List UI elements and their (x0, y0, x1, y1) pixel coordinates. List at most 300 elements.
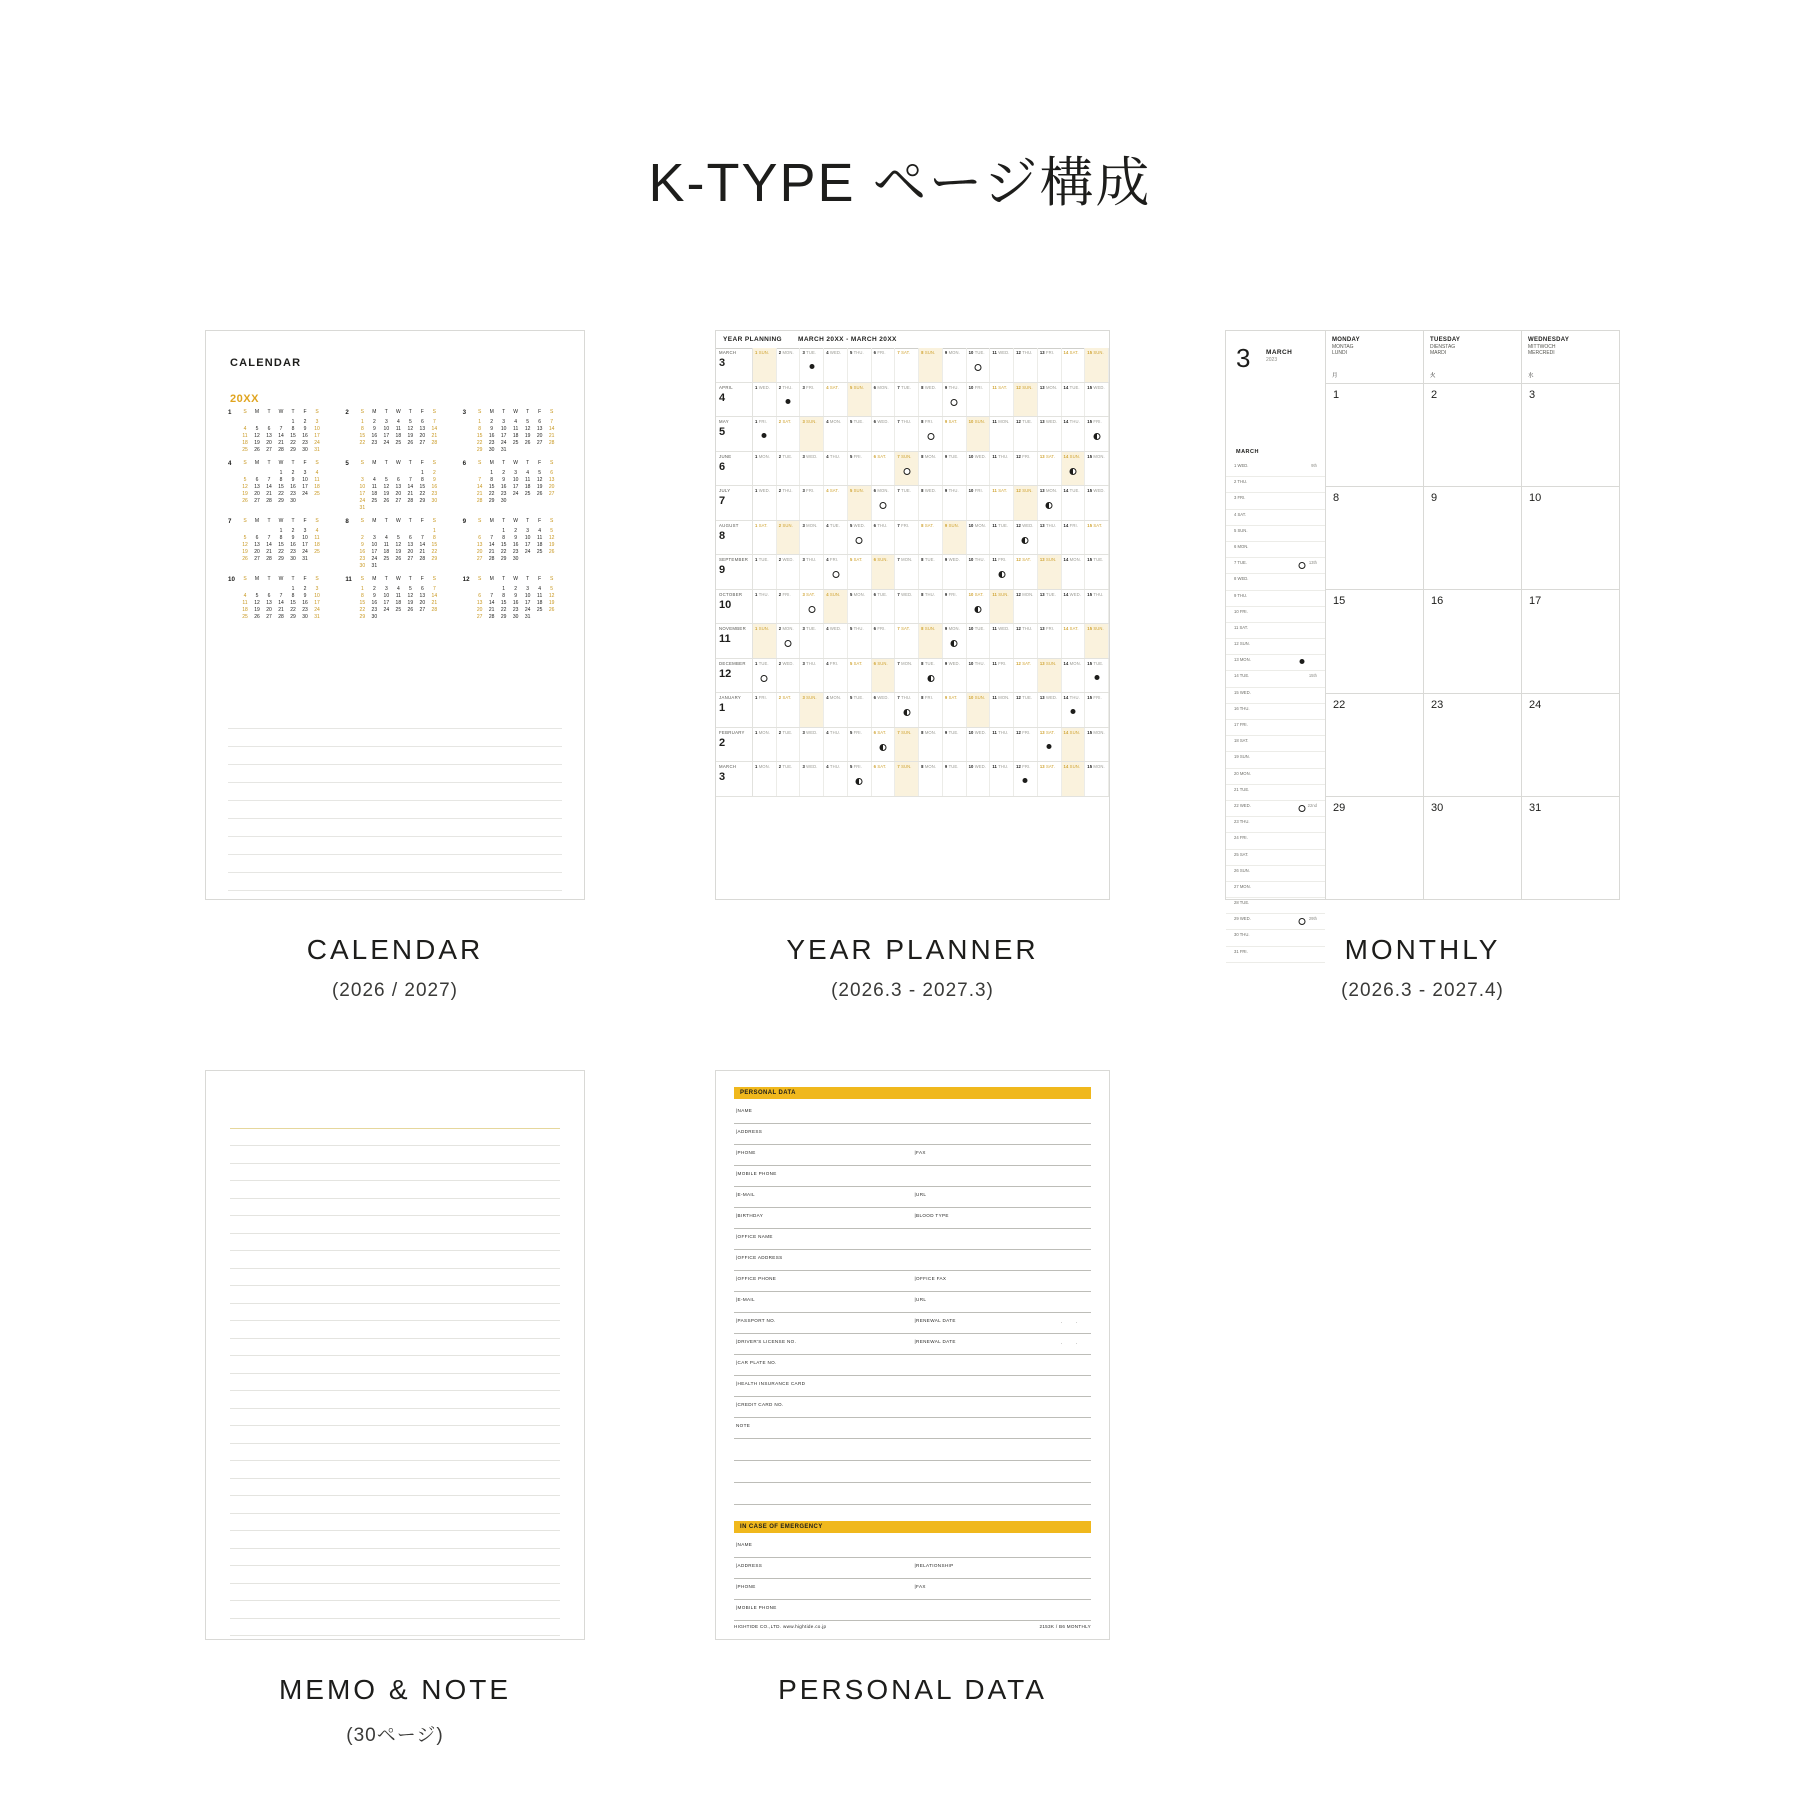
year-planner-day-cell[interactable]: 5 FRI. (848, 452, 872, 486)
personal-data-field[interactable] (734, 1124, 1091, 1145)
year-planner-day-cell[interactable]: 6 FRI. (872, 624, 896, 658)
year-planner-day-cell[interactable]: 3 THU. (800, 555, 824, 589)
year-planner-day-cell[interactable]: 9 FRI. (943, 590, 967, 624)
year-planner-day-cell[interactable]: 9 TUE. (943, 728, 967, 762)
monthly-side-day-row[interactable] (1226, 688, 1325, 704)
year-planner-day-cell[interactable]: 8 TUE. (919, 555, 943, 589)
memo-line[interactable] (230, 1199, 560, 1217)
year-planner-day-cell[interactable]: 4 THU. (824, 452, 848, 486)
monthly-side-day-row[interactable] (1226, 639, 1325, 655)
monthly-side-day-row[interactable] (1226, 704, 1325, 720)
monthly-side-day-row[interactable] (1226, 752, 1325, 768)
memo-line[interactable] (230, 1251, 560, 1269)
monthly-side-day-row[interactable] (1226, 493, 1325, 509)
monthly-side-day-row[interactable] (1226, 591, 1325, 607)
year-planner-day-cell[interactable]: 14 SUN. (1062, 762, 1086, 796)
year-planner-day-cell[interactable]: 13 THU. (1038, 521, 1062, 555)
memo-line[interactable] (230, 1479, 560, 1497)
monthly-side-day-row[interactable] (1226, 947, 1325, 963)
year-planner-day-cell[interactable]: 6 WED. (872, 693, 896, 727)
year-planner-day-cell[interactable]: 3 SAT. (800, 590, 824, 624)
year-planner-day-cell[interactable]: 6 TUE. (872, 590, 896, 624)
year-planner-day-cell[interactable]: 5 FRI. (848, 728, 872, 762)
year-planner-day-cell[interactable]: 2 THU. (777, 383, 801, 417)
year-planner-day-cell[interactable]: 15 TUE. (1085, 659, 1109, 693)
year-planner-day-cell[interactable]: 10 MON. (967, 521, 991, 555)
year-planner-day-cell[interactable]: 5 SAT. (848, 659, 872, 693)
personal-data-field[interactable] (913, 1187, 1092, 1208)
memo-line[interactable] (230, 1304, 560, 1322)
personal-data-field[interactable] (913, 1558, 1092, 1579)
year-planner-day-cell[interactable]: 15 SAT. (1085, 521, 1109, 555)
monthly-side-day-row[interactable] (1226, 477, 1325, 493)
calendar-sheet[interactable] (205, 330, 585, 900)
personal-data-field[interactable] (734, 1376, 1091, 1397)
monthly-day-cell[interactable]: 30 (1424, 797, 1522, 899)
year-planner-day-cell[interactable]: 10 SUN. (967, 417, 991, 451)
year-planner-day-cell[interactable]: 4 THU. (824, 762, 848, 796)
monthly-day-cell[interactable]: 1 (1326, 384, 1424, 486)
year-planner-day-cell[interactable]: 4 SUN. (824, 590, 848, 624)
memo-line[interactable] (230, 1514, 560, 1532)
monthly-side-day-row[interactable] (1226, 655, 1325, 671)
year-planner-day-cell[interactable]: 5 MON. (848, 590, 872, 624)
year-planner-day-cell[interactable]: 12 THU. (1014, 348, 1038, 382)
year-planner-day-cell[interactable]: 13 WED. (1038, 417, 1062, 451)
year-planner-day-cell[interactable]: 10 SUN. (967, 693, 991, 727)
personal-data-field[interactable] (734, 1166, 1091, 1187)
memo-line[interactable] (230, 1286, 560, 1304)
year-planner-day-cell[interactable]: 2 MON. (777, 348, 801, 382)
memo-line[interactable] (230, 1164, 560, 1182)
year-planner-day-cell[interactable]: 12 MON. (1014, 590, 1038, 624)
year-planner-day-cell[interactable]: 12 FRI. (1014, 452, 1038, 486)
personal-data-field[interactable] (734, 1229, 1091, 1250)
year-planner-day-cell[interactable]: 5 FRI. (848, 762, 872, 796)
year-planner-day-cell[interactable]: 7 THU. (895, 417, 919, 451)
year-planner-day-cell[interactable]: 11 THU. (990, 452, 1014, 486)
monthly-side-day-row[interactable] (1226, 898, 1325, 914)
memo-line[interactable] (230, 1269, 560, 1287)
year-planner-day-cell[interactable]: 6 SAT. (872, 728, 896, 762)
memo-line[interactable] (230, 1584, 560, 1602)
year-planner-day-cell[interactable]: 1 SAT. (753, 521, 777, 555)
year-planner-day-cell[interactable]: 10 FRI. (967, 486, 991, 520)
year-planner-day-cell[interactable]: 6 SUN. (872, 659, 896, 693)
memo-line[interactable] (230, 1444, 560, 1462)
year-planner-day-cell[interactable]: 13 TUE. (1038, 590, 1062, 624)
year-planner-day-cell[interactable]: 10 TUE. (967, 624, 991, 658)
year-planner-day-cell[interactable]: 3 WED. (800, 728, 824, 762)
year-planner-day-cell[interactable]: 4 WED. (824, 624, 848, 658)
year-planner-day-cell[interactable]: 11 SAT. (990, 486, 1014, 520)
year-planner-day-cell[interactable]: 5 SUN. (848, 486, 872, 520)
year-planner-day-cell[interactable]: 14 TUE. (1062, 486, 1086, 520)
memo-line[interactable] (230, 1374, 560, 1392)
memo-line[interactable] (230, 1426, 560, 1444)
year-planner-day-cell[interactable]: 5 SUN. (848, 383, 872, 417)
monthly-side-day-row[interactable] (1226, 510, 1325, 526)
monthly-day-cell[interactable]: 16 (1424, 590, 1522, 692)
monthly-side-day-row[interactable] (1226, 607, 1325, 623)
year-planner-day-cell[interactable]: 4 WED. (824, 348, 848, 382)
year-planner-day-cell[interactable]: 13 SAT. (1038, 452, 1062, 486)
personal-data-note-line[interactable] (734, 1439, 1091, 1461)
year-planner-day-cell[interactable]: 12 FRI. (1014, 762, 1038, 796)
year-planner-day-cell[interactable]: 12 TUE. (1014, 693, 1038, 727)
year-planner-day-cell[interactable]: 3 THU. (800, 659, 824, 693)
memo-sheet[interactable] (205, 1070, 585, 1640)
year-planner-day-cell[interactable]: 3 FRI. (800, 383, 824, 417)
year-planner-day-cell[interactable]: 13 MON. (1038, 383, 1062, 417)
year-planner-day-cell[interactable]: 5 TUE. (848, 693, 872, 727)
year-planner-day-cell[interactable]: 3 SUN. (800, 417, 824, 451)
year-planner-day-cell[interactable]: 10 WED. (967, 452, 991, 486)
personal-data-field[interactable] (734, 1187, 913, 1208)
monthly-day-cell[interactable]: 22 (1326, 694, 1424, 796)
year-planner-day-cell[interactable]: 9 MON. (943, 348, 967, 382)
memo-line[interactable] (230, 1461, 560, 1479)
year-planner-day-cell[interactable]: 4 SAT. (824, 486, 848, 520)
monthly-side-day-row[interactable] (1226, 623, 1325, 639)
monthly-side-day-row[interactable] (1226, 866, 1325, 882)
year-planner-day-cell[interactable]: 1 TUE. (753, 659, 777, 693)
memo-line[interactable] (230, 1496, 560, 1514)
year-planner-day-cell[interactable]: 7 THU. (895, 693, 919, 727)
year-planner-day-cell[interactable]: 11 SUN. (990, 590, 1014, 624)
monthly-day-cell[interactable]: 3 (1529, 389, 1536, 401)
year-planner-day-cell[interactable]: 13 MON. (1038, 486, 1062, 520)
year-planner-day-cell[interactable]: 10 SAT. (967, 590, 991, 624)
personal-data-field[interactable] (913, 1145, 1092, 1166)
year-planner-day-cell[interactable]: 12 SAT. (1014, 555, 1038, 589)
year-planner-day-cell[interactable]: 15 THU. (1085, 590, 1109, 624)
year-planner-day-cell[interactable]: 11 MON. (990, 417, 1014, 451)
year-planner-day-cell[interactable]: 15 MON. (1085, 728, 1109, 762)
year-planner-day-cell[interactable]: 15 WED. (1085, 486, 1109, 520)
monthly-side-day-row[interactable] (1226, 720, 1325, 736)
personal-data-field[interactable] (734, 1271, 913, 1292)
year-planner-day-cell[interactable]: 11 MON. (990, 693, 1014, 727)
memo-line[interactable] (230, 1601, 560, 1619)
personal-data-field[interactable] (913, 1292, 1092, 1313)
year-planner-day-cell[interactable]: 3 WED. (800, 762, 824, 796)
monthly-day-cell[interactable]: 17 (1529, 595, 1542, 608)
monthly-side-day-row[interactable] (1226, 930, 1325, 946)
year-planner-day-cell[interactable]: 7 TUE. (895, 486, 919, 520)
year-planner-day-cell[interactable]: 2 TUE. (777, 728, 801, 762)
year-planner-day-cell[interactable]: 15 FRI. (1085, 693, 1109, 727)
year-planner-day-cell[interactable]: 11 FRI. (990, 555, 1014, 589)
monthly-side-day-row[interactable] (1226, 769, 1325, 785)
personal-data-field[interactable] (734, 1600, 1091, 1621)
year-planner-day-cell[interactable]: 14 THU. (1062, 693, 1086, 727)
year-planner-day-cell[interactable]: 7 SAT. (895, 624, 919, 658)
year-planner-day-cell[interactable]: 14 SUN. (1062, 728, 1086, 762)
year-planner-day-cell[interactable]: 6 MON. (872, 486, 896, 520)
year-planner-day-cell[interactable]: 3 FRI. (800, 486, 824, 520)
year-planner-day-cell[interactable]: 7 MON. (895, 659, 919, 693)
memo-line[interactable] (230, 1129, 560, 1147)
year-planner-day-cell[interactable]: 3 SUN. (800, 693, 824, 727)
year-planner-day-cell[interactable]: 10 WED. (967, 762, 991, 796)
monthly-side-day-row[interactable] (1226, 817, 1325, 833)
personal-data-field[interactable] (734, 1537, 1091, 1558)
personal-data-field[interactable] (734, 1103, 1091, 1124)
year-planner-day-cell[interactable]: 14 THU. (1062, 417, 1086, 451)
year-planner-day-cell[interactable]: 14 MON. (1062, 555, 1086, 589)
year-planner-day-cell[interactable]: 6 SAT. (872, 762, 896, 796)
year-planner-day-cell[interactable]: 6 SAT. (872, 452, 896, 486)
personal-data-field[interactable] (913, 1208, 1092, 1229)
year-planner-day-cell[interactable]: 15 SUN. (1085, 624, 1109, 658)
year-planner-day-cell[interactable]: 5 THU. (848, 624, 872, 658)
memo-line[interactable] (230, 1146, 560, 1164)
personal-data-field[interactable] (734, 1208, 913, 1229)
memo-line[interactable] (230, 1549, 560, 1567)
year-planner-day-cell[interactable]: 4 FRI. (824, 555, 848, 589)
year-planner-day-cell[interactable]: 14 WED. (1062, 590, 1086, 624)
year-planner-day-cell[interactable]: 1 MON. (753, 728, 777, 762)
year-planner-day-cell[interactable]: 7 SUN. (895, 452, 919, 486)
memo-line[interactable] (230, 1619, 560, 1637)
year-planner-day-cell[interactable]: 8 FRI. (919, 693, 943, 727)
personal-data-field[interactable] (734, 1292, 913, 1313)
year-planner-day-cell[interactable]: 4 TUE. (824, 521, 848, 555)
year-planner-day-cell[interactable]: 3 WED. (800, 452, 824, 486)
year-planner-day-cell[interactable]: 10 TUE. (967, 348, 991, 382)
year-planner-day-cell[interactable]: 11 THU. (990, 762, 1014, 796)
year-planner-day-cell[interactable]: 3 MON. (800, 521, 824, 555)
monthly-side-day-row[interactable] (1226, 671, 1325, 687)
year-planner-day-cell[interactable]: 6 MON. (872, 383, 896, 417)
year-planner-day-cell[interactable]: 11 THU. (990, 728, 1014, 762)
monthly-day-cell[interactable]: 8 (1326, 487, 1424, 589)
year-planner-day-cell[interactable]: 15 FRI. (1085, 417, 1109, 451)
year-planner-day-cell[interactable]: 10 WED. (967, 728, 991, 762)
year-planner-day-cell[interactable]: 1 FRI. (753, 693, 777, 727)
year-planner-day-cell[interactable]: 10 FRI. (967, 383, 991, 417)
year-planner-day-cell[interactable]: 8 SUN. (919, 348, 943, 382)
year-planner-day-cell[interactable]: 7 MON. (895, 555, 919, 589)
year-planner-day-cell[interactable]: 2 WED. (777, 555, 801, 589)
year-planner-day-cell[interactable]: 2 THU. (777, 486, 801, 520)
monthly-side-day-row[interactable] (1226, 785, 1325, 801)
personal-data-field[interactable] (913, 1313, 1092, 1334)
year-planner-day-cell[interactable]: 11 FRI. (990, 659, 1014, 693)
memo-line[interactable] (230, 1234, 560, 1252)
year-planner-day-cell[interactable]: 9 SUN. (943, 521, 967, 555)
year-planner-day-cell[interactable]: 8 MON. (919, 728, 943, 762)
personal-data-field[interactable] (734, 1418, 1091, 1439)
memo-line[interactable] (230, 1339, 560, 1357)
year-planner-day-cell[interactable]: 11 SAT. (990, 383, 1014, 417)
year-planner-day-cell[interactable]: 8 FRI. (919, 417, 943, 451)
year-planner-day-cell[interactable]: 9 THU. (943, 383, 967, 417)
year-planner-day-cell[interactable]: 4 MON. (824, 417, 848, 451)
personal-data-field[interactable] (734, 1397, 1091, 1418)
year-planner-day-cell[interactable]: 1 THU. (753, 590, 777, 624)
year-planner-day-cell[interactable]: 8 WED. (919, 383, 943, 417)
year-planner-day-cell[interactable]: 2 WED. (777, 659, 801, 693)
year-planner-day-cell[interactable]: 9 TUE. (943, 452, 967, 486)
year-planner-day-cell[interactable]: 13 WED. (1038, 693, 1062, 727)
personal-data-field[interactable] (734, 1313, 913, 1334)
year-planner-day-cell[interactable]: 2 TUE. (777, 452, 801, 486)
year-planner-day-cell[interactable]: 13 FRI. (1038, 348, 1062, 382)
year-planner-day-cell[interactable]: 4 MON. (824, 693, 848, 727)
year-planner-day-cell[interactable]: 9 THU. (943, 486, 967, 520)
year-planner-day-cell[interactable]: 1 SUN. (753, 624, 777, 658)
year-planner-day-cell[interactable]: 13 SUN. (1038, 555, 1062, 589)
memo-line[interactable] (230, 1111, 560, 1129)
year-planner-day-cell[interactable]: 12 WED. (1014, 521, 1038, 555)
year-planner-day-cell[interactable]: 15 SUN. (1085, 348, 1109, 382)
personal-data-field[interactable] (734, 1579, 913, 1600)
year-planner-day-cell[interactable]: 14 MON. (1062, 659, 1086, 693)
year-planner-day-cell[interactable]: 7 WED. (895, 590, 919, 624)
monthly-side-day-row[interactable] (1226, 542, 1325, 558)
year-planner-day-cell[interactable]: 8 TUE. (919, 659, 943, 693)
memo-line[interactable] (230, 1409, 560, 1427)
year-planner-day-cell[interactable]: 15 WED. (1085, 383, 1109, 417)
year-planner-day-cell[interactable]: 5 TUE. (848, 417, 872, 451)
monthly-side-day-row[interactable] (1226, 833, 1325, 849)
year-planner-day-cell[interactable]: 9 WED. (943, 659, 967, 693)
year-planner-day-cell[interactable]: 15 MON. (1085, 452, 1109, 486)
year-planner-day-cell[interactable]: 2 MON. (777, 624, 801, 658)
year-planner-day-cell[interactable]: 11 TUE. (990, 521, 1014, 555)
monthly-day-cell[interactable]: 10 (1529, 492, 1542, 505)
year-planner-day-cell[interactable]: 2 TUE. (777, 762, 801, 796)
monthly-side-day-row[interactable] (1226, 850, 1325, 866)
monthly-side-day-row[interactable] (1226, 736, 1325, 752)
year-planner-day-cell[interactable]: 13 SAT. (1038, 728, 1062, 762)
year-planner-day-cell[interactable]: 2 SUN. (777, 521, 801, 555)
year-planner-day-cell[interactable]: 8 MON. (919, 762, 943, 796)
monthly-day-cell[interactable]: 2 (1424, 384, 1522, 486)
year-planner-day-cell[interactable]: 1 SUN. (753, 348, 777, 382)
personal-data-sheet[interactable] (715, 1070, 1110, 1640)
year-planner-day-cell[interactable]: 9 SAT. (943, 693, 967, 727)
memo-line[interactable] (230, 1391, 560, 1409)
year-planner-day-cell[interactable]: 3 TUE. (800, 348, 824, 382)
monthly-day-cell[interactable]: 29 (1326, 797, 1424, 899)
year-planner-day-cell[interactable]: 9 SAT. (943, 417, 967, 451)
year-planner-day-cell[interactable]: 2 SAT. (777, 693, 801, 727)
year-planner-day-cell[interactable]: 14 SUN. (1062, 452, 1086, 486)
year-planner-day-cell[interactable]: 6 FRI. (872, 348, 896, 382)
year-planner-day-cell[interactable]: 15 TUE. (1085, 555, 1109, 589)
year-planner-day-cell[interactable]: 4 SAT. (824, 383, 848, 417)
year-planner-day-cell[interactable]: 6 THU. (872, 521, 896, 555)
monthly-side-day-row[interactable] (1226, 914, 1325, 930)
year-planner-day-cell[interactable]: 11 WED. (990, 624, 1014, 658)
memo-line[interactable] (230, 1181, 560, 1199)
year-planner-day-cell[interactable]: 10 THU. (967, 555, 991, 589)
year-planner-day-cell[interactable]: 7 TUE. (895, 383, 919, 417)
year-planner-day-cell[interactable]: 14 TUE. (1062, 383, 1086, 417)
year-planner-day-cell[interactable]: 7 SUN. (895, 728, 919, 762)
year-planner-day-cell[interactable]: 13 FRI. (1038, 624, 1062, 658)
year-planner-day-cell[interactable]: 12 SAT. (1014, 659, 1038, 693)
year-planner-day-cell[interactable]: 9 TUE. (943, 762, 967, 796)
year-planner-day-cell[interactable]: 2 FRI. (777, 590, 801, 624)
year-planner-day-cell[interactable]: 7 SAT. (895, 348, 919, 382)
personal-data-note-line[interactable] (734, 1483, 1091, 1505)
year-planner-day-cell[interactable]: 8 SAT. (919, 521, 943, 555)
year-planner-day-cell[interactable]: 13 SAT. (1038, 762, 1062, 796)
year-planner-day-cell[interactable]: 7 FRI. (895, 521, 919, 555)
year-planner-day-cell[interactable]: 14 SAT. (1062, 624, 1086, 658)
year-planner-day-cell[interactable]: 13 SUN. (1038, 659, 1062, 693)
year-planner-day-cell[interactable]: 4 THU. (824, 728, 848, 762)
personal-data-field[interactable] (734, 1250, 1091, 1271)
memo-line[interactable] (230, 1531, 560, 1549)
year-planner-day-cell[interactable]: 14 FRI. (1062, 521, 1086, 555)
personal-data-note-line[interactable] (734, 1461, 1091, 1483)
personal-data-field[interactable] (734, 1145, 913, 1166)
monthly-side-day-row[interactable] (1226, 801, 1325, 817)
monthly-day-cell[interactable]: 15 (1326, 590, 1424, 692)
year-planner-day-cell[interactable]: 5 SAT. (848, 555, 872, 589)
memo-line[interactable] (230, 1321, 560, 1339)
monthly-day-cell[interactable]: 31 (1529, 801, 1542, 814)
monthly-day-cell[interactable]: 23 (1424, 694, 1522, 796)
monthly-side-day-row[interactable] (1226, 882, 1325, 898)
year-planner-day-cell[interactable]: 4 FRI. (824, 659, 848, 693)
year-planner-day-cell[interactable]: 12 TUE. (1014, 417, 1038, 451)
personal-data-field[interactable] (734, 1558, 913, 1579)
monthly-side-day-row[interactable] (1226, 574, 1325, 590)
monthly-side-day-row[interactable] (1226, 558, 1325, 574)
personal-data-field[interactable] (734, 1334, 913, 1355)
personal-data-field[interactable] (913, 1579, 1092, 1600)
year-planner-day-cell[interactable]: 15 MON. (1085, 762, 1109, 796)
year-planner-day-cell[interactable]: 6 WED. (872, 417, 896, 451)
memo-line[interactable] (230, 1566, 560, 1584)
year-planner-day-cell[interactable]: 9 WED. (943, 555, 967, 589)
year-planner-day-cell[interactable]: 6 SUN. (872, 555, 896, 589)
year-planner-day-cell[interactable]: 12 SUN. (1014, 486, 1038, 520)
year-planner-day-cell[interactable]: 7 SUN. (895, 762, 919, 796)
monthly-side-day-row[interactable] (1226, 461, 1325, 477)
year-planner-day-cell[interactable]: 3 TUE. (800, 624, 824, 658)
memo-line[interactable] (230, 1216, 560, 1234)
year-planner-day-cell[interactable]: 1 MON. (753, 452, 777, 486)
year-planner-sheet[interactable] (715, 330, 1110, 900)
personal-data-field[interactable] (734, 1355, 1091, 1376)
year-planner-day-cell[interactable]: 1 FRI. (753, 417, 777, 451)
monthly-side-day-row[interactable] (1226, 526, 1325, 542)
year-planner-day-cell[interactable]: 8 WED. (919, 486, 943, 520)
year-planner-day-cell[interactable]: 1 MON. (753, 762, 777, 796)
year-planner-day-cell[interactable]: 14 SAT. (1062, 348, 1086, 382)
year-planner-day-cell[interactable]: 9 MON. (943, 624, 967, 658)
personal-data-field[interactable] (913, 1334, 1092, 1355)
year-planner-day-cell[interactable]: 11 WED. (990, 348, 1014, 382)
personal-data-field[interactable] (913, 1271, 1092, 1292)
year-planner-day-cell[interactable]: 8 THU. (919, 590, 943, 624)
year-planner-day-cell[interactable]: 8 MON. (919, 452, 943, 486)
year-planner-day-cell[interactable]: 5 WED. (848, 521, 872, 555)
year-planner-day-cell[interactable]: 12 THU. (1014, 624, 1038, 658)
monthly-day-cell[interactable]: 9 (1424, 487, 1522, 589)
year-planner-day-cell[interactable]: 10 THU. (967, 659, 991, 693)
memo-line[interactable] (230, 1356, 560, 1374)
year-planner-day-cell[interactable]: 1 WED. (753, 383, 777, 417)
year-planner-day-cell[interactable]: 12 FRI. (1014, 728, 1038, 762)
